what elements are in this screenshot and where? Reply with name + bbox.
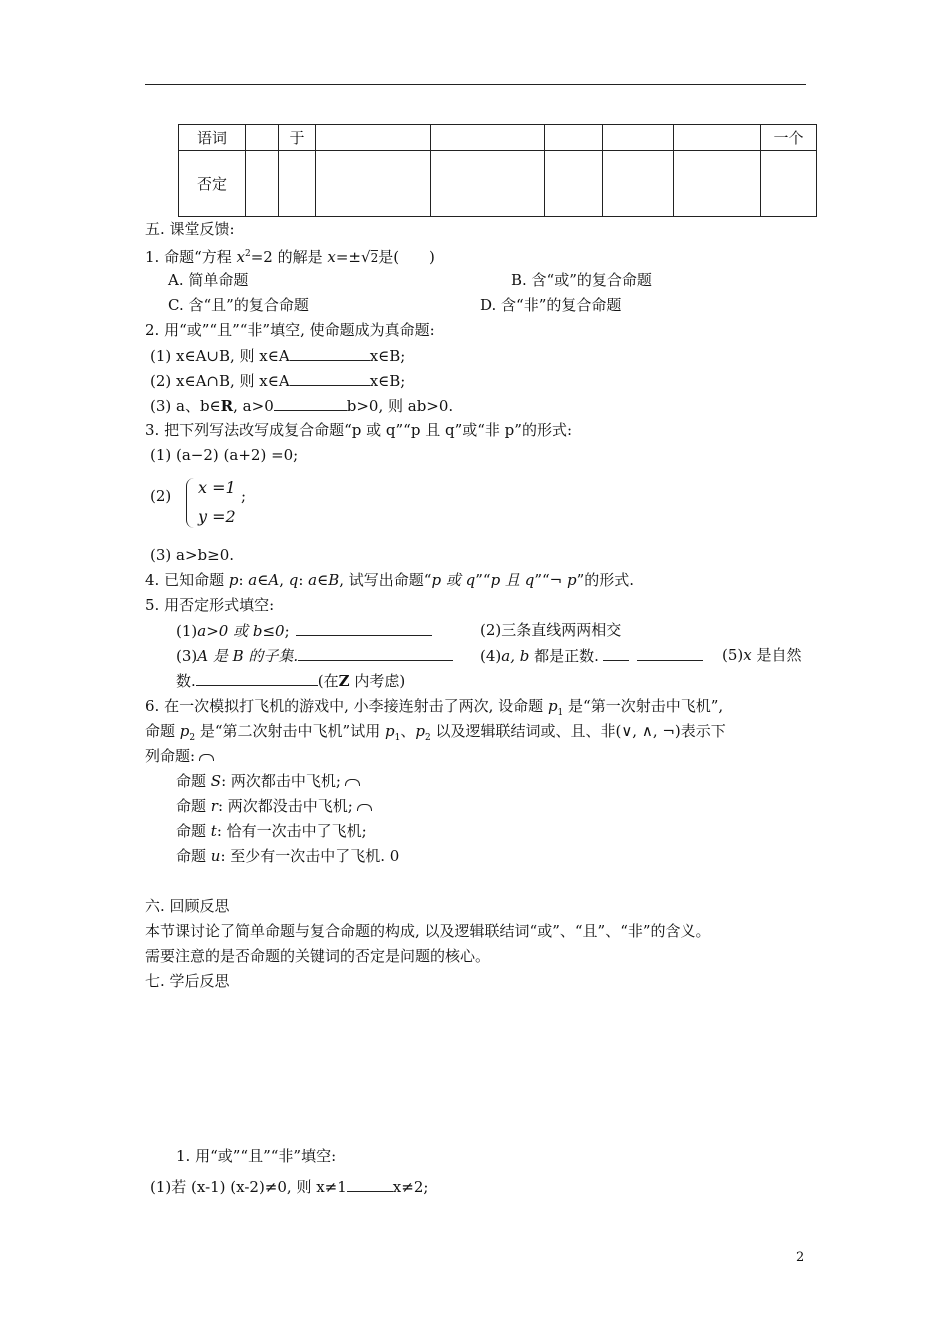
extra-text: x≠2; xyxy=(392,1178,429,1196)
q2-item-2 xyxy=(150,370,405,391)
q2-item-3 xyxy=(150,395,453,416)
q6-text: 是“第二次射击中飞机”试用 xyxy=(195,722,385,740)
table-cell xyxy=(603,151,674,217)
blank xyxy=(274,395,347,411)
q4-expr: a∈B xyxy=(308,571,340,589)
question-1 xyxy=(145,244,435,268)
var-r: r xyxy=(210,797,218,815)
q5-text: 数. xyxy=(176,672,196,690)
blank xyxy=(290,345,370,361)
var-p: p xyxy=(567,571,577,589)
q6-text: 列命题: xyxy=(145,747,196,765)
question-6 xyxy=(145,696,723,723)
q6-text: 命题 xyxy=(176,797,211,815)
proposition-s xyxy=(176,771,360,791)
q5-item-4 xyxy=(480,645,703,666)
header-rule xyxy=(145,84,806,85)
section-heading: 六. 回顾反思 xyxy=(145,897,230,915)
q6-text: : 两次都没击中飞机; xyxy=(217,797,353,815)
q1-text: 1. 命题“方程 xyxy=(145,248,237,266)
blank xyxy=(347,1176,393,1192)
q4-text: ”“ xyxy=(475,571,491,589)
q2-text: (2) x∈A∩B, 则 x∈A xyxy=(150,372,290,390)
q3-item-2: (2) xyxy=(150,487,172,505)
var-x: x xyxy=(327,248,336,266)
q5-text: 都是正数. xyxy=(529,647,599,665)
q6-text: 以及逻辑联结词或、且、非(∨, ∧, ¬)表示下 xyxy=(430,722,726,740)
q5-text: (1) xyxy=(176,622,198,640)
proposition-r xyxy=(176,796,372,816)
section-heading: 五. 课堂反馈: xyxy=(145,220,235,238)
blank xyxy=(603,645,629,661)
brace xyxy=(186,478,197,528)
q6-text: 命题 xyxy=(176,822,211,840)
table-cell: 一个 xyxy=(761,125,817,151)
extra-item xyxy=(150,1176,428,1197)
option-c: C. 含“且”的复合命题 xyxy=(168,296,309,314)
q4-text: : xyxy=(238,571,249,589)
blank xyxy=(196,670,318,686)
q1-text: 是( ) xyxy=(378,248,435,266)
q5-expr: A 是 B 的子集. xyxy=(197,647,299,665)
q5-text: (在 xyxy=(317,672,339,690)
q6-text: 是“第一次射击中飞机”, xyxy=(563,697,724,715)
var-x: x xyxy=(236,248,245,266)
proposition-u xyxy=(176,846,399,866)
var-q: q xyxy=(288,571,299,589)
q2-text: x∈B; xyxy=(369,347,406,365)
table-cell xyxy=(603,125,674,151)
subscript: 2 xyxy=(424,733,431,743)
section-heading: 七. 学后反思 xyxy=(145,972,230,990)
table-cell xyxy=(761,151,817,217)
integer-set: Z xyxy=(338,672,350,690)
q5-item-2: (2)三条直线两两相交 xyxy=(480,621,622,639)
q4-text: ”的形式. xyxy=(576,571,635,589)
blank xyxy=(637,645,703,661)
q2-text: , a>0 xyxy=(233,397,274,415)
table-cell xyxy=(246,125,279,151)
extra-text: (1)若 (x-1) (x-2)≠0, 则 x≠1 xyxy=(150,1178,347,1196)
table-cell xyxy=(545,125,603,151)
var-u: u xyxy=(210,847,221,865)
question-3: 3. 把下列写法改写成复合命题“p 或 q”“p 且 q”或“非 p”的形式: xyxy=(145,421,572,439)
q5-text: (4) xyxy=(480,647,502,665)
sqrt-sign: √ xyxy=(361,248,371,266)
question-6-line-3 xyxy=(145,746,214,766)
q5-item-5 xyxy=(722,645,802,665)
table-cell xyxy=(279,151,316,217)
blank xyxy=(298,645,453,661)
page-number: 2 xyxy=(796,1250,805,1265)
table-cell: 语词 xyxy=(179,125,246,151)
q2-text: b>0, 则 ab>0. xyxy=(346,397,454,415)
equation: y =2 xyxy=(198,507,236,526)
option-b: B. 含“或”的复合命题 xyxy=(511,271,652,289)
blank xyxy=(296,620,432,636)
q6-text: : 恰有一次击中了飞机; xyxy=(216,822,367,840)
q5-text: 是自然 xyxy=(751,646,802,664)
q6-text: 命题 xyxy=(176,772,211,790)
q6-text: : 两次都击中飞机; xyxy=(221,772,341,790)
q5-expr: a, b xyxy=(501,647,530,665)
q1-text: =± xyxy=(335,248,361,266)
superscript: 2 xyxy=(245,249,251,259)
review-text: 需要注意的是否命题的关键词的否定是问题的核心。 xyxy=(145,947,491,965)
table-cell xyxy=(316,151,431,217)
extra-question: 1. 用“或”“且”“非”填空: xyxy=(176,1147,337,1165)
table-cell: 否定 xyxy=(179,151,246,217)
sqrt-value: 2 xyxy=(370,251,379,265)
arc-mark xyxy=(199,754,214,761)
table-cell xyxy=(674,151,761,217)
subscript: 1 xyxy=(557,708,564,718)
q4-text: , 试写出命题“ xyxy=(339,571,432,589)
semicolon: ; xyxy=(241,487,247,505)
var-p: p xyxy=(228,571,239,589)
subscript: 2 xyxy=(189,733,196,743)
question-5: 5. 用否定形式填空: xyxy=(145,596,275,614)
q3-item-1: (1) (a−2) (a+2) =0; xyxy=(150,446,299,464)
var-s: S xyxy=(210,772,222,790)
arc-mark xyxy=(357,804,372,811)
question-2: 2. 用“或”“且”“非”填空, 使命题成为真命题: xyxy=(145,321,435,339)
q6-text: 命题 xyxy=(176,847,211,865)
subscript: 1 xyxy=(394,733,401,743)
q4-expr: p 或 q xyxy=(431,571,476,589)
proposition-t xyxy=(176,821,367,841)
question-4 xyxy=(145,570,634,590)
q5-text: (3) xyxy=(176,647,198,665)
blank xyxy=(290,370,370,386)
q5-text: ; xyxy=(284,622,290,640)
table-cell xyxy=(431,125,545,151)
var-p: p xyxy=(385,722,395,740)
q5-item-1 xyxy=(176,620,432,641)
q2-text: (1) x∈A∪B, 则 x∈A xyxy=(150,347,290,365)
var-p: p xyxy=(179,722,190,740)
q1-text: =2 的解是 xyxy=(250,248,328,266)
equation: x =1 xyxy=(198,478,236,497)
var-p: p xyxy=(415,722,425,740)
q6-text: : 至少有一次击中了飞机. 0 xyxy=(220,847,400,865)
q4-expr: p 且 q xyxy=(490,571,535,589)
negation-table xyxy=(178,124,817,217)
table-cell xyxy=(246,151,279,217)
real-set: R xyxy=(220,397,234,415)
var-t: t xyxy=(210,822,217,840)
table-cell xyxy=(545,151,603,217)
arc-mark xyxy=(345,779,360,786)
q4-text: : xyxy=(298,571,309,589)
q5-item-3 xyxy=(176,645,453,666)
review-text: 本节课讨论了简单命题与复合命题的构成, 以及逻辑联结词“或”、“且”、“非”的含义。 xyxy=(145,922,711,940)
var-x: x xyxy=(743,646,752,664)
q6-text: 命题 xyxy=(145,722,180,740)
q5-expr: a>0 或 b≤0 xyxy=(197,622,285,640)
q4-text: , xyxy=(279,571,289,589)
table-cell xyxy=(316,125,431,151)
q6-text: 、 xyxy=(400,722,416,740)
var-p: p xyxy=(547,697,558,715)
q3-item-3: (3) a>b≥0. xyxy=(150,546,235,564)
table-cell: 于 xyxy=(279,125,316,151)
table-cell xyxy=(674,125,761,151)
q2-text: (3) a、b∈ xyxy=(150,397,221,415)
q4-text: 4. 已知命题 xyxy=(145,571,229,589)
option-a: A. 简单命题 xyxy=(168,271,249,289)
question-6-line-2 xyxy=(145,721,726,748)
q2-item-1 xyxy=(150,345,405,366)
q5-item-5-cont xyxy=(176,670,405,691)
option-d: D. 含“非”的复合命题 xyxy=(480,296,622,314)
q6-text: 6. 在一次模拟打飞机的游戏中, 小李接连射击了两次, 设命题 xyxy=(145,697,548,715)
q4-text: ”“¬ xyxy=(534,571,567,589)
q2-text: x∈B; xyxy=(369,372,406,390)
q5-text: 内考虑) xyxy=(349,672,406,690)
q5-text: (5) xyxy=(722,646,744,664)
table-cell xyxy=(431,151,545,217)
q4-expr: a∈A xyxy=(248,571,280,589)
